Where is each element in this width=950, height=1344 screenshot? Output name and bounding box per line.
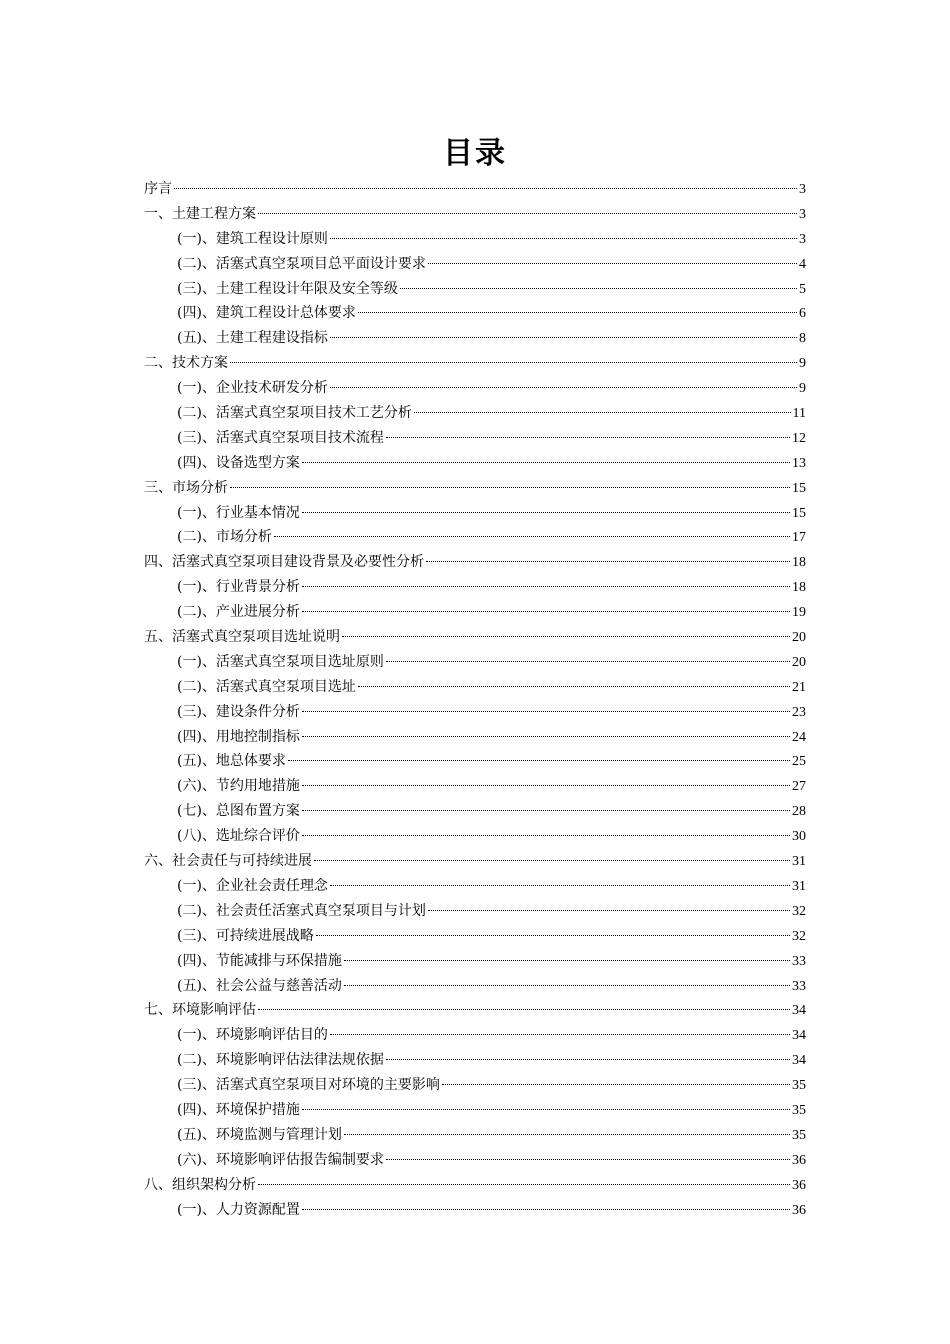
toc-dot-leader xyxy=(428,910,790,911)
toc-entry-page-number: 15 xyxy=(792,505,806,521)
toc-dot-leader xyxy=(288,760,790,761)
toc-entry-label: (四)、节能减排与环保措施 xyxy=(177,952,342,969)
toc-entry-page-number: 27 xyxy=(792,779,806,795)
toc-entry[interactable] xyxy=(144,177,806,202)
toc-entry-page-number: 15 xyxy=(792,480,806,496)
toc-entry-label: (六)、环境影响评估报告编制要求 xyxy=(177,1151,384,1168)
toc-entry-label: (一)、人力资源配置 xyxy=(177,1201,300,1218)
toc-entry-page-number: 33 xyxy=(792,978,806,994)
toc-entry-page-number: 35 xyxy=(792,1102,806,1118)
toc-entry-page-number: 5 xyxy=(799,281,806,297)
toc-entry-page-number: 4 xyxy=(799,256,806,272)
toc-entry[interactable] xyxy=(144,277,806,302)
toc-entry-label: (八)、选址综合评价 xyxy=(177,828,300,845)
toc-entry-page-number: 36 xyxy=(792,1177,806,1193)
toc-dot-leader xyxy=(330,885,790,886)
toc-entry-label: (一)、建筑工程设计原则 xyxy=(177,230,328,247)
toc-entry-page-number: 12 xyxy=(792,430,806,446)
toc-entry-label: (一)、环境影响评估目的 xyxy=(177,1027,328,1044)
toc-dot-leader xyxy=(400,288,797,289)
toc-entry-label: 四、活塞式真空泵项目建设背景及必要性分析 xyxy=(144,554,424,571)
toc-entry-label: (三)、建设条件分析 xyxy=(177,703,300,720)
toc-entry-page-number: 13 xyxy=(792,455,806,471)
toc-entry-label: (二)、市场分析 xyxy=(177,529,272,546)
toc-entry[interactable] xyxy=(144,700,806,725)
toc-entry-label: (三)、活塞式真空泵项目技术流程 xyxy=(177,429,384,446)
toc-dot-leader xyxy=(302,1209,790,1210)
toc-entry-page-number: 36 xyxy=(792,1202,806,1218)
table-of-contents xyxy=(144,177,806,1222)
toc-entry-label: 八、组织架构分析 xyxy=(144,1176,256,1193)
toc-entry[interactable] xyxy=(144,625,806,650)
toc-entry[interactable] xyxy=(144,974,806,999)
toc-entry-label: (七)、总图布置方案 xyxy=(177,803,300,820)
toc-dot-leader xyxy=(342,636,790,637)
toc-entry[interactable] xyxy=(144,1148,806,1173)
toc-entry-label: (一)、行业基本情况 xyxy=(177,504,300,521)
toc-entry-page-number: 8 xyxy=(799,331,806,347)
toc-dot-leader xyxy=(316,935,790,936)
toc-dot-leader xyxy=(386,661,790,662)
toc-dot-leader xyxy=(302,810,790,811)
toc-entry-page-number: 9 xyxy=(799,381,806,397)
toc-dot-leader xyxy=(314,860,790,861)
toc-dot-leader xyxy=(344,960,790,961)
toc-entry-page-number: 35 xyxy=(792,1078,806,1094)
toc-entry-label: 六、社会责任与可持续进展 xyxy=(144,853,312,870)
toc-entry-page-number: 35 xyxy=(792,1127,806,1143)
toc-entry-label: 序言 xyxy=(144,181,172,197)
toc-entry[interactable] xyxy=(144,725,806,750)
toc-entry-page-number: 18 xyxy=(792,555,806,571)
toc-entry-label: (一)、企业技术研发分析 xyxy=(177,380,328,397)
toc-dot-leader xyxy=(302,462,790,463)
toc-entry[interactable] xyxy=(144,600,806,625)
toc-entry[interactable] xyxy=(144,799,806,824)
toc-entry[interactable] xyxy=(144,476,806,501)
toc-entry[interactable] xyxy=(144,525,806,550)
toc-entry-label: (一)、行业背景分析 xyxy=(177,579,300,596)
toc-entry[interactable] xyxy=(144,749,806,774)
toc-entry-label: (二)、产业进展分析 xyxy=(177,604,300,621)
toc-entry-page-number: 3 xyxy=(799,182,806,197)
toc-dot-leader xyxy=(330,337,797,338)
toc-entry[interactable] xyxy=(144,998,806,1023)
toc-entry[interactable] xyxy=(144,874,806,899)
toc-dot-leader xyxy=(426,561,790,562)
toc-entry-page-number: 20 xyxy=(792,654,806,670)
toc-entry-page-number: 9 xyxy=(799,356,806,372)
toc-dot-leader xyxy=(344,985,790,986)
toc-entry-page-number: 30 xyxy=(792,829,806,845)
toc-entry-page-number: 21 xyxy=(792,679,806,695)
toc-entry[interactable] xyxy=(144,1073,806,1098)
toc-entry-label: (四)、设备选型方案 xyxy=(177,454,300,471)
toc-entry[interactable] xyxy=(144,1098,806,1123)
toc-dot-leader xyxy=(386,437,790,438)
toc-dot-leader xyxy=(258,1184,790,1185)
toc-entry-label: (二)、活塞式真空泵项目技术工艺分析 xyxy=(177,405,412,422)
toc-entry[interactable] xyxy=(144,1023,806,1048)
toc-dot-leader xyxy=(302,711,790,712)
toc-dot-leader xyxy=(302,512,790,513)
toc-entry[interactable] xyxy=(144,1173,806,1198)
toc-dot-leader xyxy=(330,387,797,388)
toc-entry[interactable] xyxy=(144,501,806,526)
toc-dot-leader xyxy=(174,188,797,189)
toc-dot-leader xyxy=(386,1059,790,1060)
toc-entry[interactable] xyxy=(144,301,806,326)
toc-entry[interactable] xyxy=(144,426,806,451)
toc-entry-page-number: 32 xyxy=(792,903,806,919)
toc-entry-page-number: 36 xyxy=(792,1152,806,1168)
toc-entry-page-number: 18 xyxy=(792,580,806,596)
toc-dot-leader xyxy=(414,412,791,413)
toc-entry-label: (一)、企业社会责任理念 xyxy=(177,877,328,894)
toc-entry[interactable] xyxy=(144,774,806,799)
toc-entry[interactable] xyxy=(144,550,806,575)
toc-entry-label: 五、活塞式真空泵项目选址说明 xyxy=(144,629,340,646)
toc-entry-label: 一、土建工程方案 xyxy=(144,205,256,222)
toc-entry[interactable] xyxy=(144,899,806,924)
toc-entry[interactable] xyxy=(144,202,806,227)
toc-entry-label: 七、环境影响评估 xyxy=(144,1002,256,1019)
toc-entry-page-number: 25 xyxy=(792,754,806,770)
toc-entry-label: 二、技术方案 xyxy=(144,355,228,372)
toc-entry-label: (二)、活塞式真空泵项目总平面设计要求 xyxy=(177,255,426,272)
toc-entry-page-number: 11 xyxy=(792,406,806,422)
toc-entry[interactable] xyxy=(144,575,806,600)
toc-entry-page-number: 3 xyxy=(799,231,806,247)
toc-entry-page-number: 31 xyxy=(792,878,806,894)
toc-entry[interactable] xyxy=(144,351,806,376)
toc-entry[interactable] xyxy=(144,1198,806,1223)
toc-entry-label: (三)、可持续进展战略 xyxy=(177,927,314,944)
toc-dot-leader xyxy=(258,213,797,214)
toc-dot-leader xyxy=(330,238,797,239)
toc-entry-page-number: 28 xyxy=(792,804,806,820)
toc-entry[interactable] xyxy=(144,451,806,476)
toc-dot-leader xyxy=(442,1084,790,1085)
toc-entry-label: 三、市场分析 xyxy=(144,479,228,496)
toc-entry-label: (五)、土建工程建设指标 xyxy=(177,330,328,347)
toc-entry[interactable] xyxy=(144,326,806,351)
toc-entry[interactable] xyxy=(144,675,806,700)
toc-dot-leader xyxy=(230,362,797,363)
toc-dot-leader xyxy=(344,1134,790,1135)
toc-entry-label: (五)、社会公益与慈善活动 xyxy=(177,977,342,994)
toc-entry-label: (二)、活塞式真空泵项目选址 xyxy=(177,678,356,695)
toc-entry[interactable] xyxy=(144,1123,806,1148)
toc-entry-page-number: 31 xyxy=(792,854,806,870)
toc-entry-label: (二)、环境影响评估法律法规依据 xyxy=(177,1052,384,1069)
toc-dot-leader xyxy=(428,263,797,264)
toc-entry-page-number: 6 xyxy=(799,306,806,322)
toc-entry[interactable] xyxy=(144,376,806,401)
toc-dot-leader xyxy=(274,536,790,537)
toc-entry-label: (五)、环境监测与管理计划 xyxy=(177,1126,342,1143)
toc-entry[interactable] xyxy=(144,401,806,426)
toc-dot-leader xyxy=(302,736,790,737)
toc-entry[interactable] xyxy=(144,252,806,277)
toc-entry[interactable] xyxy=(144,949,806,974)
toc-entry[interactable] xyxy=(144,1048,806,1073)
toc-entry-page-number: 17 xyxy=(792,530,806,546)
toc-entry-page-number: 19 xyxy=(792,605,806,621)
toc-entry[interactable] xyxy=(144,824,806,849)
toc-entry-label: (五)、地总体要求 xyxy=(177,753,286,770)
toc-dot-leader xyxy=(358,312,797,313)
toc-dot-leader xyxy=(330,1034,790,1035)
toc-dot-leader xyxy=(302,586,790,587)
toc-entry-label: (三)、土建工程设计年限及安全等级 xyxy=(177,280,398,297)
toc-entry[interactable] xyxy=(144,650,806,675)
toc-entry[interactable] xyxy=(144,227,806,252)
toc-entry-label: (四)、用地控制指标 xyxy=(177,728,300,745)
toc-entry-page-number: 23 xyxy=(792,704,806,720)
toc-entry-page-number: 34 xyxy=(792,1028,806,1044)
toc-dot-leader xyxy=(302,611,790,612)
toc-entry[interactable] xyxy=(144,924,806,949)
toc-dot-leader xyxy=(230,487,790,488)
toc-entry-label: (一)、活塞式真空泵项目选址原则 xyxy=(177,653,384,670)
toc-entry-page-number: 20 xyxy=(792,630,806,646)
toc-dot-leader xyxy=(302,1109,790,1110)
toc-dot-leader xyxy=(302,835,790,836)
toc-dot-leader xyxy=(302,785,790,786)
toc-entry-page-number: 24 xyxy=(792,729,806,745)
toc-entry-page-number: 34 xyxy=(792,1003,806,1019)
toc-entry-page-number: 34 xyxy=(792,1053,806,1069)
toc-title: 目录 xyxy=(443,136,507,171)
toc-entry-label: (四)、环境保护措施 xyxy=(177,1101,300,1118)
toc-dot-leader xyxy=(386,1159,790,1160)
toc-dot-leader xyxy=(358,686,790,687)
toc-dot-leader xyxy=(258,1009,790,1010)
toc-entry-label: (六)、节约用地措施 xyxy=(177,778,300,795)
toc-entry-label: (三)、活塞式真空泵项目对环境的主要影响 xyxy=(177,1077,440,1094)
toc-entry-page-number: 32 xyxy=(792,928,806,944)
toc-entry-page-number: 3 xyxy=(799,206,806,222)
toc-entry-label: (四)、建筑工程设计总体要求 xyxy=(177,305,356,322)
toc-entry-label: (二)、社会责任活塞式真空泵项目与计划 xyxy=(177,902,426,919)
toc-entry[interactable] xyxy=(144,849,806,874)
toc-entry-page-number: 33 xyxy=(792,953,806,969)
